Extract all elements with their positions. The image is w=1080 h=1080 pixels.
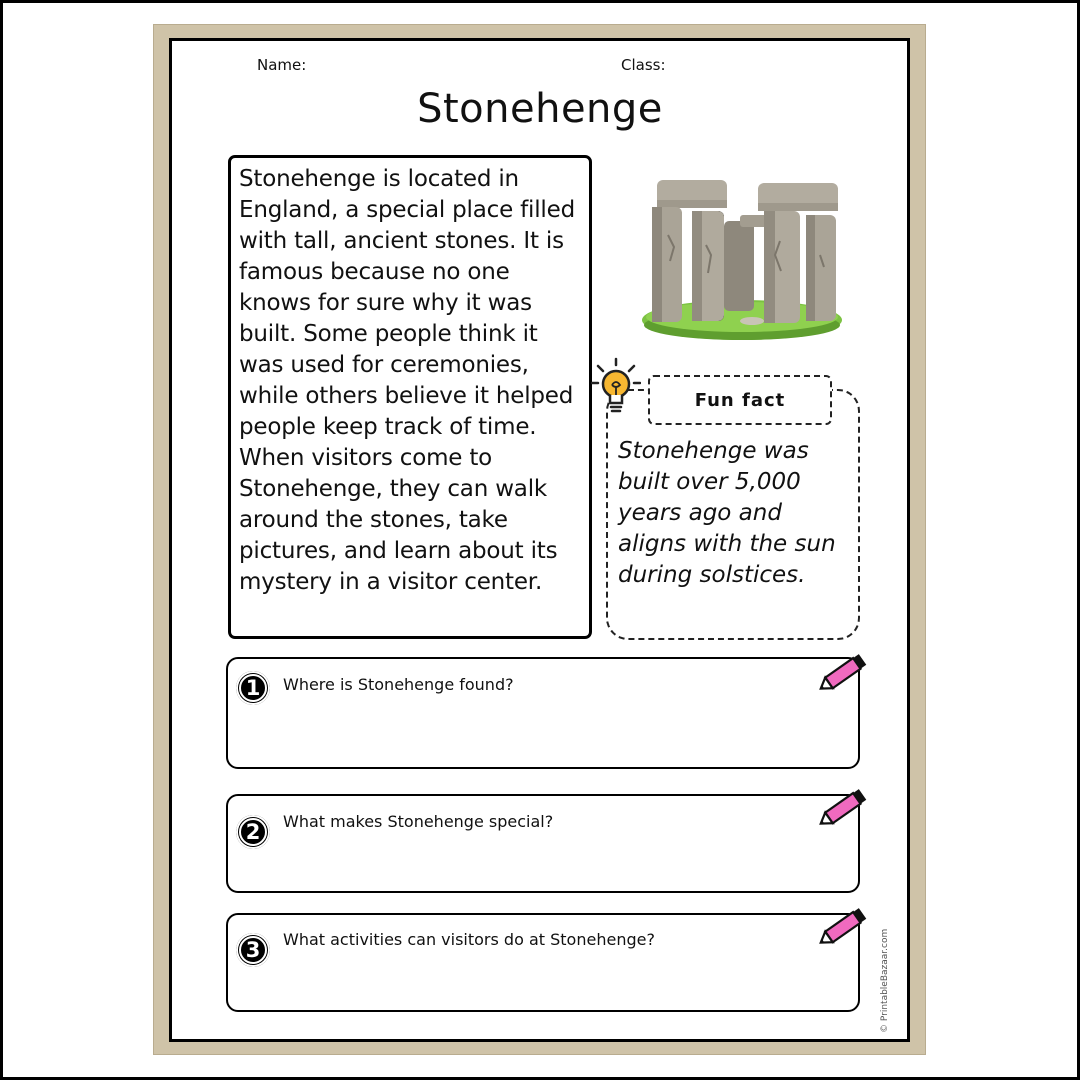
fun-fact-line: built over 5,000 xyxy=(618,469,801,495)
pencil-icon xyxy=(816,648,872,698)
question-1-text: Where is Stonehenge found? xyxy=(283,675,514,694)
passage-line: pictures, and learn about its xyxy=(239,538,558,564)
fun-fact-label: Fun fact xyxy=(648,375,832,425)
fun-fact-line: during solstices. xyxy=(618,562,806,588)
question-2-answer-box[interactable] xyxy=(226,794,860,893)
reading-passage xyxy=(228,155,592,639)
question-2-text: What makes Stonehenge special? xyxy=(283,812,554,831)
passage-line: people keep track of time. xyxy=(239,414,537,440)
fun-fact-line: years ago and xyxy=(618,500,782,526)
passage-line: built. Some people think it xyxy=(239,321,538,347)
stonehenge-illustration xyxy=(640,175,845,343)
fun-fact-line: aligns with the sun xyxy=(618,531,836,557)
question-1-answer-box[interactable] xyxy=(226,657,860,769)
watermark: © PrintableBazaar.com xyxy=(880,928,890,1033)
class-label: Class: xyxy=(621,56,666,74)
pencil-icon xyxy=(816,902,872,952)
passage-text xyxy=(239,164,581,598)
passage-line: famous because no one xyxy=(239,259,510,285)
name-label: Name: xyxy=(257,56,307,74)
fun-fact-line: Stonehenge was xyxy=(618,438,809,464)
passage-line: England, a special place filled xyxy=(239,197,575,223)
light-bulb-icon xyxy=(591,357,641,419)
question-1-number: 1 xyxy=(236,671,270,705)
passage-line: with tall, ancient stones. It is xyxy=(239,228,564,254)
passage-line: around the stones, take xyxy=(239,507,508,533)
fun-fact-text xyxy=(618,436,854,591)
question-2-number: 2 xyxy=(236,815,270,849)
passage-line: Stonehenge is located in xyxy=(239,166,519,192)
passage-line: was used for ceremonies, xyxy=(239,352,529,378)
passage-line: Stonehenge, they can walk xyxy=(239,476,548,502)
passage-line: mystery in a visitor center. xyxy=(239,569,543,595)
page-title: Stonehenge xyxy=(417,86,663,132)
question-3-answer-box[interactable] xyxy=(226,913,860,1012)
question-3-number: 3 xyxy=(236,933,270,967)
passage-line: while others believe it helped xyxy=(239,383,574,409)
passage-line: When visitors come to xyxy=(239,445,493,471)
passage-line: knows for sure why it was xyxy=(239,290,532,316)
question-3-text: What activities can visitors do at Stonehenge? xyxy=(283,930,655,949)
pencil-icon xyxy=(816,783,872,833)
